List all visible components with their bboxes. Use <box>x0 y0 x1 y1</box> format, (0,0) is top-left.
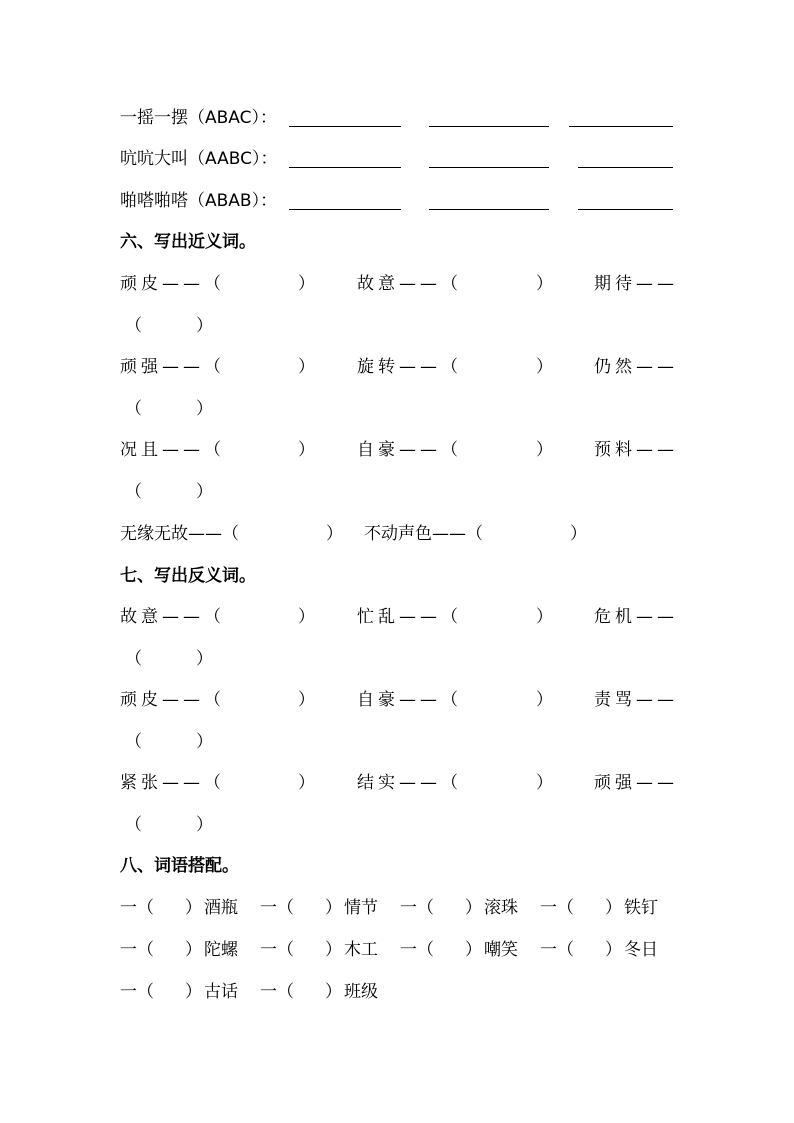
antonym-item: 责骂—— <box>594 690 678 710</box>
paren-open: （ <box>125 649 142 669</box>
antonym-item: 顽强—— <box>594 773 678 793</box>
paren-close: ） <box>185 940 202 960</box>
paren-open: （ <box>125 815 142 835</box>
paren-close: ） <box>605 940 622 960</box>
synonym-item: 不动声色——（ <box>364 524 483 544</box>
paren-close: ） <box>325 898 342 918</box>
answer-blank[interactable] <box>578 209 673 210</box>
synonym-item: 顽皮——（ <box>120 274 225 294</box>
paren-open: （ <box>125 399 142 419</box>
section-title: 七、写出反义词。 <box>120 566 256 586</box>
synonym-item: 仍然—— <box>594 357 678 377</box>
measure-word-prefix: 一（ <box>120 982 154 1002</box>
measure-word-prefix: 一（ <box>120 940 154 960</box>
noun-word: 嘲笑 <box>484 940 518 960</box>
paren-close: ） <box>536 773 553 793</box>
noun-word: 冬日 <box>624 940 658 960</box>
paren-close: ） <box>298 274 315 294</box>
paren-close: ） <box>536 440 553 460</box>
paren-close: ） <box>536 690 553 710</box>
answer-blank[interactable] <box>429 167 549 168</box>
measure-word-prefix: 一（ <box>260 940 294 960</box>
antonym-item: 忙乱——（ <box>357 607 462 627</box>
paren-close: ） <box>196 316 213 336</box>
synonym-item: 旋转——（ <box>357 357 462 377</box>
antonym-item: 结实——（ <box>357 773 462 793</box>
paren-close: ） <box>298 773 315 793</box>
pattern-label: 啪嗒啪嗒（ABAB）： <box>120 191 278 211</box>
synonym-item: 期待—— <box>594 274 678 294</box>
paren-open: （ <box>125 316 142 336</box>
paren-close: ） <box>298 357 315 377</box>
answer-blank[interactable] <box>578 167 673 168</box>
synonym-item: 故意——（ <box>357 274 462 294</box>
paren-open: （ <box>125 482 142 502</box>
synonym-item: 无缘无故——（ <box>120 524 239 544</box>
paren-close: ） <box>298 440 315 460</box>
paren-close: ） <box>196 732 213 752</box>
paren-close: ） <box>298 690 315 710</box>
antonym-item: 顽皮——（ <box>120 690 225 710</box>
paren-close: ） <box>196 815 213 835</box>
pattern-label: 吭吭大叫（AABC）： <box>120 149 278 169</box>
answer-blank[interactable] <box>289 126 401 127</box>
paren-close: ） <box>325 982 342 1002</box>
measure-word-prefix: 一（ <box>540 898 574 918</box>
noun-word: 古话 <box>204 982 238 1002</box>
synonym-item: 况且——（ <box>120 440 225 460</box>
noun-word: 班级 <box>344 982 378 1002</box>
answer-blank[interactable] <box>429 209 549 210</box>
pattern-label: 一摇一摆（ABAC）： <box>120 108 277 128</box>
paren-close: ） <box>605 898 622 918</box>
measure-word-prefix: 一（ <box>400 898 434 918</box>
noun-word: 滚珠 <box>484 898 518 918</box>
noun-word: 酒瓶 <box>204 898 238 918</box>
paren-close: ） <box>185 982 202 1002</box>
antonym-item: 危机—— <box>594 607 678 627</box>
paren-close: ） <box>536 607 553 627</box>
paren-close: ） <box>570 524 587 544</box>
noun-word: 情节 <box>344 898 378 918</box>
answer-blank[interactable] <box>569 126 673 127</box>
answer-blank[interactable] <box>289 209 401 210</box>
paren-close: ） <box>465 940 482 960</box>
synonym-item: 预料—— <box>594 440 678 460</box>
answer-blank[interactable] <box>429 126 549 127</box>
measure-word-prefix: 一（ <box>400 940 434 960</box>
paren-close: ） <box>465 898 482 918</box>
synonym-item: 自豪——（ <box>357 440 462 460</box>
paren-close: ） <box>325 940 342 960</box>
measure-word-prefix: 一（ <box>120 898 154 918</box>
synonym-item: 顽强——（ <box>120 357 225 377</box>
section-title: 六、写出近义词。 <box>120 232 256 252</box>
noun-word: 陀螺 <box>204 940 238 960</box>
paren-close: ） <box>536 357 553 377</box>
noun-word: 铁钉 <box>624 898 658 918</box>
paren-close: ） <box>326 524 343 544</box>
antonym-item: 故意——（ <box>120 607 225 627</box>
measure-word-prefix: 一（ <box>260 898 294 918</box>
paren-open: （ <box>125 732 142 752</box>
paren-close: ） <box>185 898 202 918</box>
paren-close: ） <box>536 274 553 294</box>
antonym-item: 紧张——（ <box>120 773 225 793</box>
paren-close: ） <box>196 482 213 502</box>
noun-word: 木工 <box>344 940 378 960</box>
answer-blank[interactable] <box>289 167 401 168</box>
paren-close: ） <box>298 607 315 627</box>
antonym-item: 自豪——（ <box>357 690 462 710</box>
measure-word-prefix: 一（ <box>260 982 294 1002</box>
paren-close: ） <box>196 649 213 669</box>
section-title: 八、词语搭配。 <box>120 856 239 876</box>
paren-close: ） <box>196 399 213 419</box>
measure-word-prefix: 一（ <box>540 940 574 960</box>
